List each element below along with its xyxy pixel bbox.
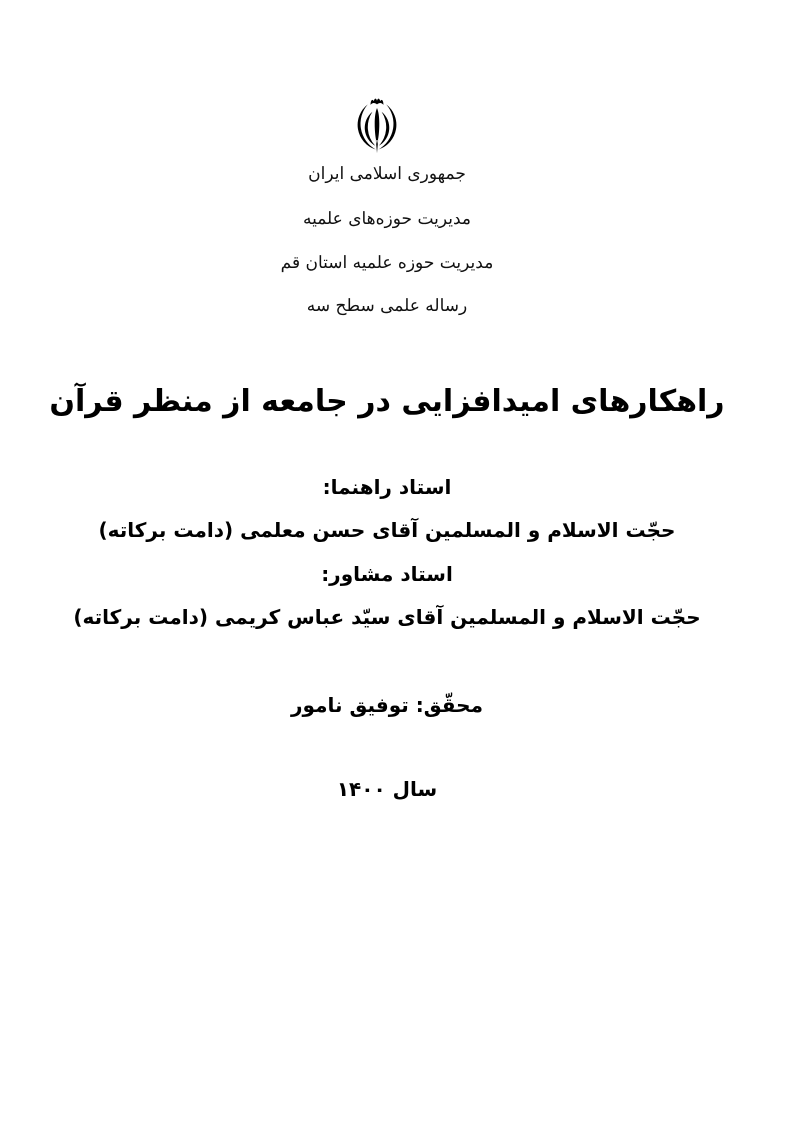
advisor-label: استاد مشاور: — [321, 562, 453, 586]
supervisor-label: استاد راهنما: — [322, 475, 452, 499]
supervisor-name: حجّت الاسلام و المسلمین آقای حسن معلمی (دامت برکاته) — [98, 518, 676, 542]
org-line-thesis-level: رساله علمی سطح سه — [306, 296, 468, 316]
thesis-title: راهکارهای امیدافزایی در جامعه از منظر قرآن — [49, 384, 725, 419]
advisor-name: حجّت الاسلام و المسلمین آقای سیّد عباس کریمی (دامت برکاته) — [73, 605, 701, 629]
year-line: سال ۱۴۰۰ — [336, 777, 438, 801]
org-line-qom-seminary: مدیریت حوزه علمیه استان قم — [280, 253, 494, 273]
org-line-country: جمهوری اسلامی ایران — [308, 164, 466, 184]
iran-national-emblem-icon — [0, 96, 774, 156]
org-line-seminaries-management: مدیریت حوزه‌های علمیه — [302, 209, 472, 229]
researcher-line: محقّق: توفیق نامور — [291, 693, 483, 717]
